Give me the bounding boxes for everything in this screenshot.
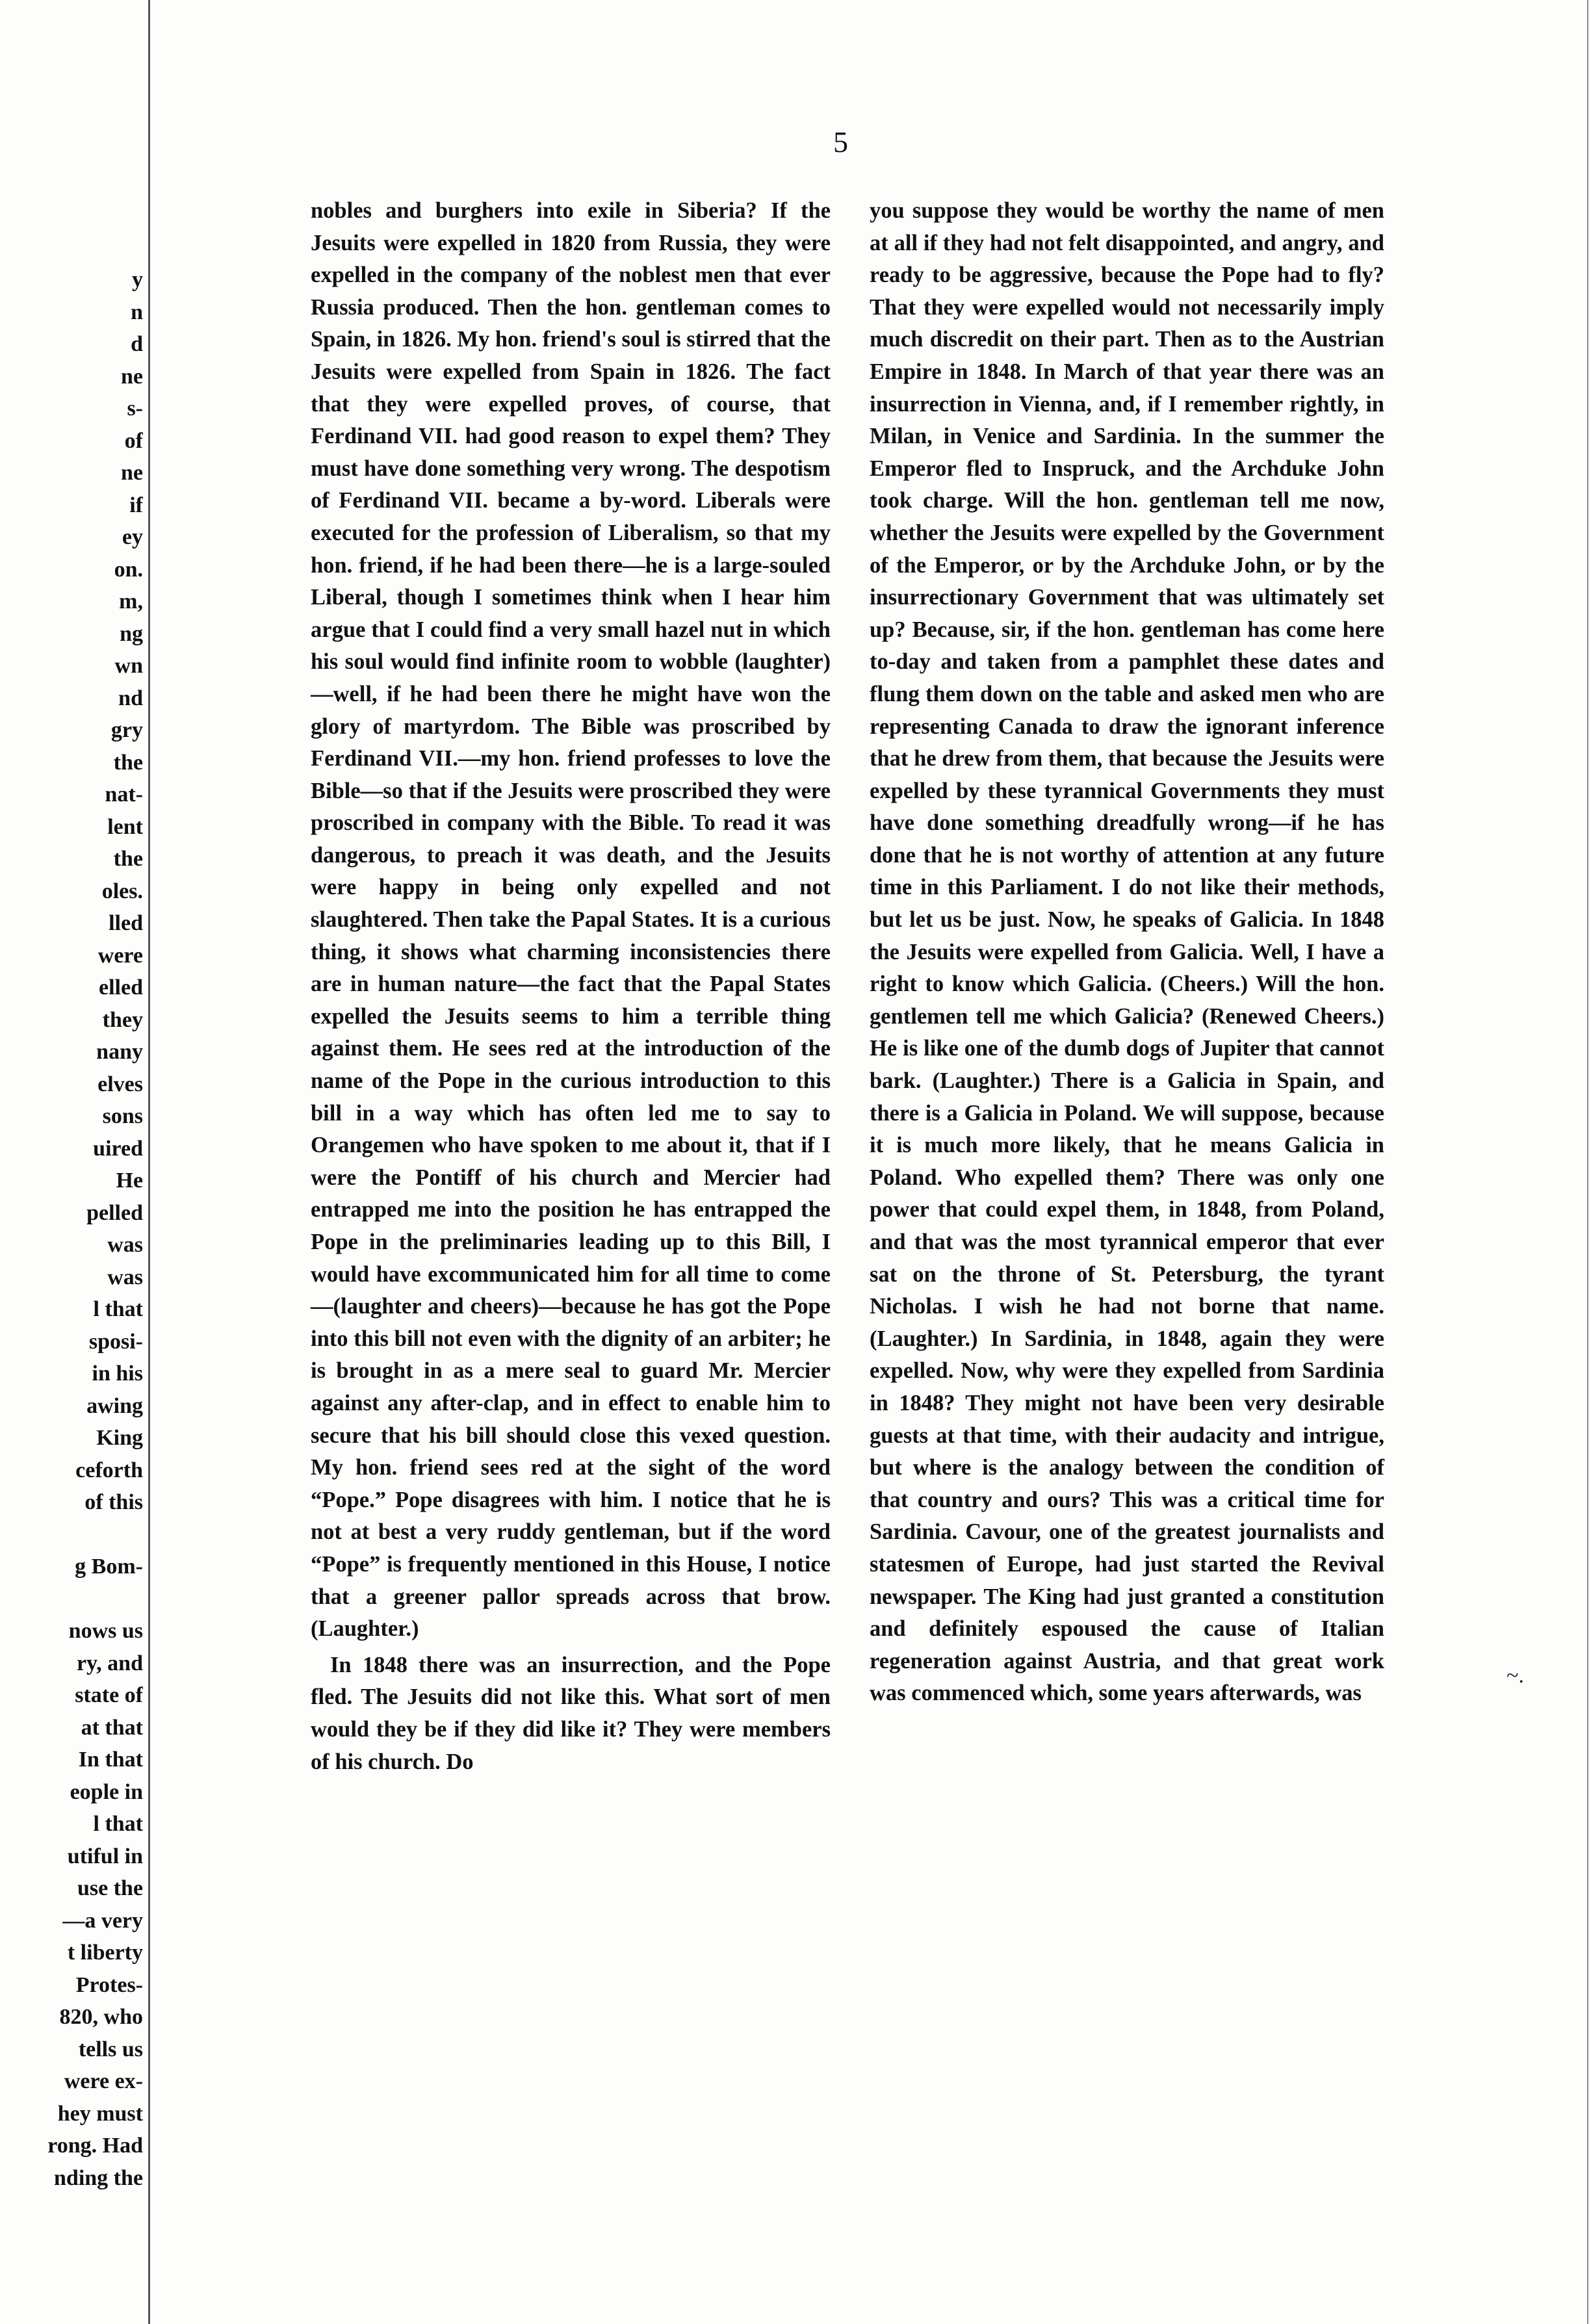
fragment-line: at that <box>81 1715 143 1740</box>
fragment-line: hey must <box>57 2101 143 2126</box>
fragment-line: they <box>102 1007 143 1032</box>
fragment-line: ne <box>121 461 143 485</box>
fragment-line: eople in <box>70 1779 143 1804</box>
fragment-line: Protes- <box>75 1972 143 1997</box>
fragment-line: wn <box>114 654 143 678</box>
fragment-line: d <box>131 332 143 356</box>
paragraph: In 1848 there was an insurrection, and the Pope fled. The Jesuits did not like this. What sort of men would they be if they did like it? They were members of his church. Do <box>311 1652 831 1774</box>
fragment-line: was <box>107 1233 143 1257</box>
fragment-line: y <box>132 268 143 292</box>
paragraph: you suppose they would be worthy the name of men at all if they had not felt disappointed, and angry, and ready to be aggressive, because the Pope had to fly? That they were expelled would not necessarily imply much discredit on their part. Then as to the Austrian Empire in 1848. In March of that year there was an insurrection in Vienna, and, if I remember rightly, in Milan, in Venice and Sardinia. In the summer the Emperor fled to Inspruck, and the Archduke John took charge. Will the hon. gentleman tell me now, whether the Jesuits were expelled by the Government of the Emperor, or by the Archduke John, or by the insurrectionary Government that was ultimately set up? Because, sir, if the hon. gentleman has come here to-day and taken from a pamphlet these dates and flung them down on the table and asked men who are representing Canada to draw the ignorant inference that he drew from them, that because the Jesuits were expelled by these tyrannical Governments they must have done something dreadfully wrong—if he has done that he is not worthy of attention at any future time in this Parliament. I do not like their methods, but let us be just. Now, he speaks of Galicia. In 1848 the Jesuits were expelled from Galicia. Well, I have a right to know which Galicia. (Cheers.) Will the hon. gentlemen tell me which Galicia? (Renewed Cheers.) He is like one of the dumb dogs of Jupiter that cannot bark. (Laughter.) There is a Galicia in Spain, and there is a Galicia in Poland. We will suppose, because it is much more likely, that he means Galicia in Poland. Who expelled them? There was only one power that could expel them, in 1848, from Poland, and that was the most tyrannical emperor that ever sat on the throne of St. Petersburg, the tyrant Nicholas. I wish he had not borne that name. (Laughter.) In Sardinia, in 1848, again they were expelled. Now, why were they expelled from Sardinia in 1848? They might not have been very desirable guests at that time, with their audacity and intrigue, but where is the analogy between the condition of that country and ours? This was a critical time for Sardinia. Cavour, one of the greatest journalists and statesmen of Europe, had just started the Revival newspaper. The King had just granted a constitution and definitely espoused the cause of Italian regeneration against Austria, and that great work was commenced which, some years afterwards, was <box>870 198 1384 1706</box>
fragment-line: King <box>96 1426 143 1450</box>
fragment-line: was <box>107 1265 143 1289</box>
fragment-line: nd <box>118 686 143 710</box>
fragment-line: 820, who <box>59 2005 143 2029</box>
fragment-line: nding the <box>54 2165 143 2190</box>
fragment-line: s- <box>127 396 143 420</box>
fragment-line: sposi- <box>88 1329 143 1354</box>
fragment-line: elled <box>99 975 143 1000</box>
fragment-line: In that <box>78 1748 143 1772</box>
fragment-line: of <box>124 428 143 453</box>
margin-mark: ~. <box>1507 1664 1524 1688</box>
fragment-line: in his <box>92 1362 143 1386</box>
fragment-line <box>0 1583 143 1616</box>
fragment-line: rong. Had <box>47 2134 143 2158</box>
fragment-line: the <box>113 847 143 871</box>
fragment-line: use the <box>77 1876 143 1900</box>
fragment-line: ry, and <box>76 1651 143 1675</box>
fragment-line: awing <box>86 1393 143 1418</box>
fragment-line: sons <box>102 1104 143 1128</box>
page-gutter-line <box>148 0 150 2324</box>
fragment-line: nat- <box>105 782 143 807</box>
fragment-line: pelled <box>86 1200 143 1225</box>
fragment-line: ceforth <box>75 1458 143 1482</box>
fragment-line: lled <box>109 911 143 935</box>
fragment-line: n <box>131 300 143 324</box>
fragment-line: m, <box>119 589 143 613</box>
fragment-line: elves <box>97 1072 143 1096</box>
fragment-line: on. <box>114 557 143 582</box>
fragment-line: t liberty <box>67 1941 143 1965</box>
fragment-line: were <box>97 943 143 968</box>
fragment-line: ey <box>122 525 143 549</box>
page-right-edge <box>1587 0 1588 2324</box>
fragment-line: l that <box>93 1812 143 1836</box>
fragment-line: ng <box>120 621 143 646</box>
text-column-left <box>311 195 831 1778</box>
fragment-line: were ex- <box>64 2069 143 2093</box>
fragment-line: nows us <box>68 1619 143 1643</box>
fragment-line: utiful in <box>67 1844 143 1868</box>
fragment-line <box>0 1519 143 1551</box>
fragment-line: uired <box>93 1136 143 1161</box>
fragment-line: lent <box>107 814 143 839</box>
page-number: 5 <box>833 125 848 159</box>
fragment-line: the <box>113 750 143 775</box>
fragment-line: tells us <box>78 2037 143 2061</box>
fragment-line: ne <box>121 364 143 389</box>
fragment-line: l that <box>93 1297 143 1321</box>
fragment-line: He <box>116 1168 143 1193</box>
fragment-line: state of <box>75 1683 143 1707</box>
text-column-right <box>870 195 1384 1710</box>
fragment-line: oles. <box>101 879 143 903</box>
fragment-line: nany <box>96 1040 143 1064</box>
fragment-line: —a very <box>62 1908 143 1933</box>
previous-page-fragment <box>0 264 143 2194</box>
fragment-line: g Bom- <box>75 1555 143 1579</box>
fragment-line: if <box>129 493 143 517</box>
fragment-line: of this <box>84 1490 143 1514</box>
fragment-line: gry <box>110 718 143 742</box>
paragraph: nobles and burghers into exile in Siberia? If the Jesuits were expelled in 1820 from Russia, they were expelled in the company of the noblest men that ever Russia produced. Then the hon. gentleman comes to Spain, in 1826. My hon. friend's soul is stirred that the Jesuits were expelled from Spain in 1826. The fact that they were expelled proves, of course, that Ferdinand VII. had good reason to expel them? They must have done something very wrong. The despotism of Ferdinand VII. became a by-word. Liberals were executed for the profession of Liberalism, so that my hon. friend, if he had been there—he is a large-souled Liberal, though I sometimes think when I hear him argue that I could find a very small hazel nut in which his soul would find infinite room to wobble (laughter)—well, if he had been there he might have won the glory of martyrdom. The Bible was proscribed by Ferdinand VII.—my hon. friend professes to love the Bible—so that if the Jesuits were proscribed they were proscribed in company with the Bible. To read it was dangerous, to preach it was death, and the Jesuits were happy in being only expelled and not slaughtered. Then take the Papal States. It is a curious thing, it shows what charming inconsistencies there are in human nature—the fact that the Papal States expelled the Jesuits seems to him a terrible thing against them. He sees red at the introduction of the name of the Pope in the curious introduction to this bill in a way which has often led me to say to Orangemen who have spoken to me about it, that if I were the Pontiff of his church and Mercier had entrapped me into the position he has entrapped the Pope in the preliminaries leading up to this Bill, I would have excommunicated him for all time to come—(laughter and cheers)—because he has got the Pope into this bill not even with the dignity of an arbiter; he is brought in as a mere seal to guard Mr. Mercier against any after-clap, and in effect to enable him to secure that his bill should close this vexed question. My hon. friend sees red at the sight of the word “Pope.” Pope disagrees with him. I notice that he is not at best a very ruddy gentleman, but if the word “Pope” is frequently mentioned in this House, I notice that a greener pallor spreads across that brow. (Laughter.) <box>311 198 831 1642</box>
